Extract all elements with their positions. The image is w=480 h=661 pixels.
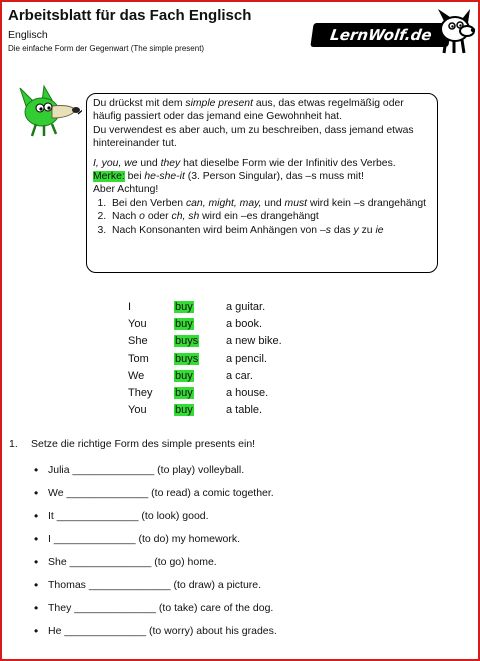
example-subject: Tom — [128, 352, 149, 365]
example-subject: They — [128, 387, 153, 400]
example-verb: buys — [175, 335, 199, 348]
example-object: a car. — [226, 369, 253, 382]
logo-text: LernWolf.de — [310, 23, 451, 47]
example-subject: I — [128, 300, 132, 313]
example-subject: You — [128, 404, 147, 417]
table-row — [128, 367, 282, 384]
dog-logo-icon — [430, 7, 476, 55]
lernwolf-logo[interactable] — [310, 7, 474, 57]
explanation-merke: Merke: bei he-she-it (3. Person Singular), das –s muss mit! — [93, 171, 364, 183]
explanation-achtung: Aber Achtung! — [93, 184, 159, 196]
table-row — [128, 315, 282, 332]
rule-item: 1. Bei den Verben can, might, may, und must wird kein –s drangehängt — [109, 197, 431, 210]
example-verb: buy — [175, 317, 193, 330]
example-object: a house. — [226, 387, 269, 400]
table-row — [128, 298, 282, 315]
merke-highlight: Merke: — [93, 171, 125, 183]
table-row — [128, 402, 282, 419]
example-object: a pencil. — [226, 352, 267, 365]
table-row — [128, 350, 282, 367]
wolf-mascot-icon — [14, 84, 82, 138]
explanation-para-2: Du verwendest es aber auch, um zu beschreiben, dass jemand etwas hintereinander tut. — [93, 124, 414, 150]
rules-list — [93, 197, 431, 237]
table-row — [128, 384, 282, 401]
rule-item: 2. Nach o oder ch, sh wird ein –es drangehängt — [109, 210, 431, 223]
exercise-item[interactable]: • We ______________ (to read) a comic together. — [32, 486, 277, 509]
example-object: a new bike. — [226, 335, 282, 348]
example-verb: buy — [175, 300, 193, 313]
example-verb: buys — [175, 352, 199, 365]
example-subject: We — [128, 369, 145, 382]
exercise-item[interactable]: • Julia ______________ (to play) volleyball. — [32, 463, 277, 486]
exercise-item[interactable]: • I ______________ (to do) my homework. — [32, 532, 277, 555]
explanation-para-3: I, you, we und they hat dieselbe Form wie der Infinitiv des Verbes. — [93, 157, 396, 169]
task-instruction: Setze die richtige Form des simple presents ein! — [31, 438, 256, 450]
exercise-item[interactable]: • It ______________ (to look) good. — [32, 509, 277, 532]
subject-label: Englisch — [8, 29, 48, 41]
examples-table — [128, 298, 282, 419]
example-verb: buy — [175, 369, 193, 382]
exercise-item[interactable]: • They ______________ (to take) care of the dog. — [32, 601, 277, 624]
exercise-item[interactable]: • She ______________ (to go) home. — [32, 555, 277, 578]
example-verb: buy — [175, 387, 193, 400]
task-number: 1. — [9, 438, 18, 450]
exercise-list — [32, 463, 277, 647]
task-heading — [9, 438, 255, 450]
explanation-box — [86, 93, 438, 273]
table-row — [128, 333, 282, 350]
example-subject: You — [128, 317, 147, 330]
rule-item: 3. Nach Konsonanten wird beim Anhängen von –s das y zu ie — [109, 224, 431, 237]
example-subject: She — [128, 335, 148, 348]
exercise-item[interactable]: • He ______________ (to worry) about his grades. — [32, 624, 277, 647]
topic-label: Die einfache Form der Gegenwart (The simple present) — [8, 44, 205, 53]
example-verb: buy — [175, 404, 193, 417]
example-object: a book. — [226, 317, 263, 330]
example-object: a guitar. — [226, 300, 266, 313]
explanation-para-1: Du drückst mit dem simple present aus, das etwas regelmäßig oder häufig passiert oder das jemand eine Gewohnheit hat. — [93, 98, 404, 123]
example-object: a table. — [226, 404, 263, 417]
page-title: Arbeitsblatt für das Fach Englisch — [8, 7, 252, 24]
exercise-item[interactable]: • Thomas ______________ (to draw) a picture. — [32, 578, 277, 601]
